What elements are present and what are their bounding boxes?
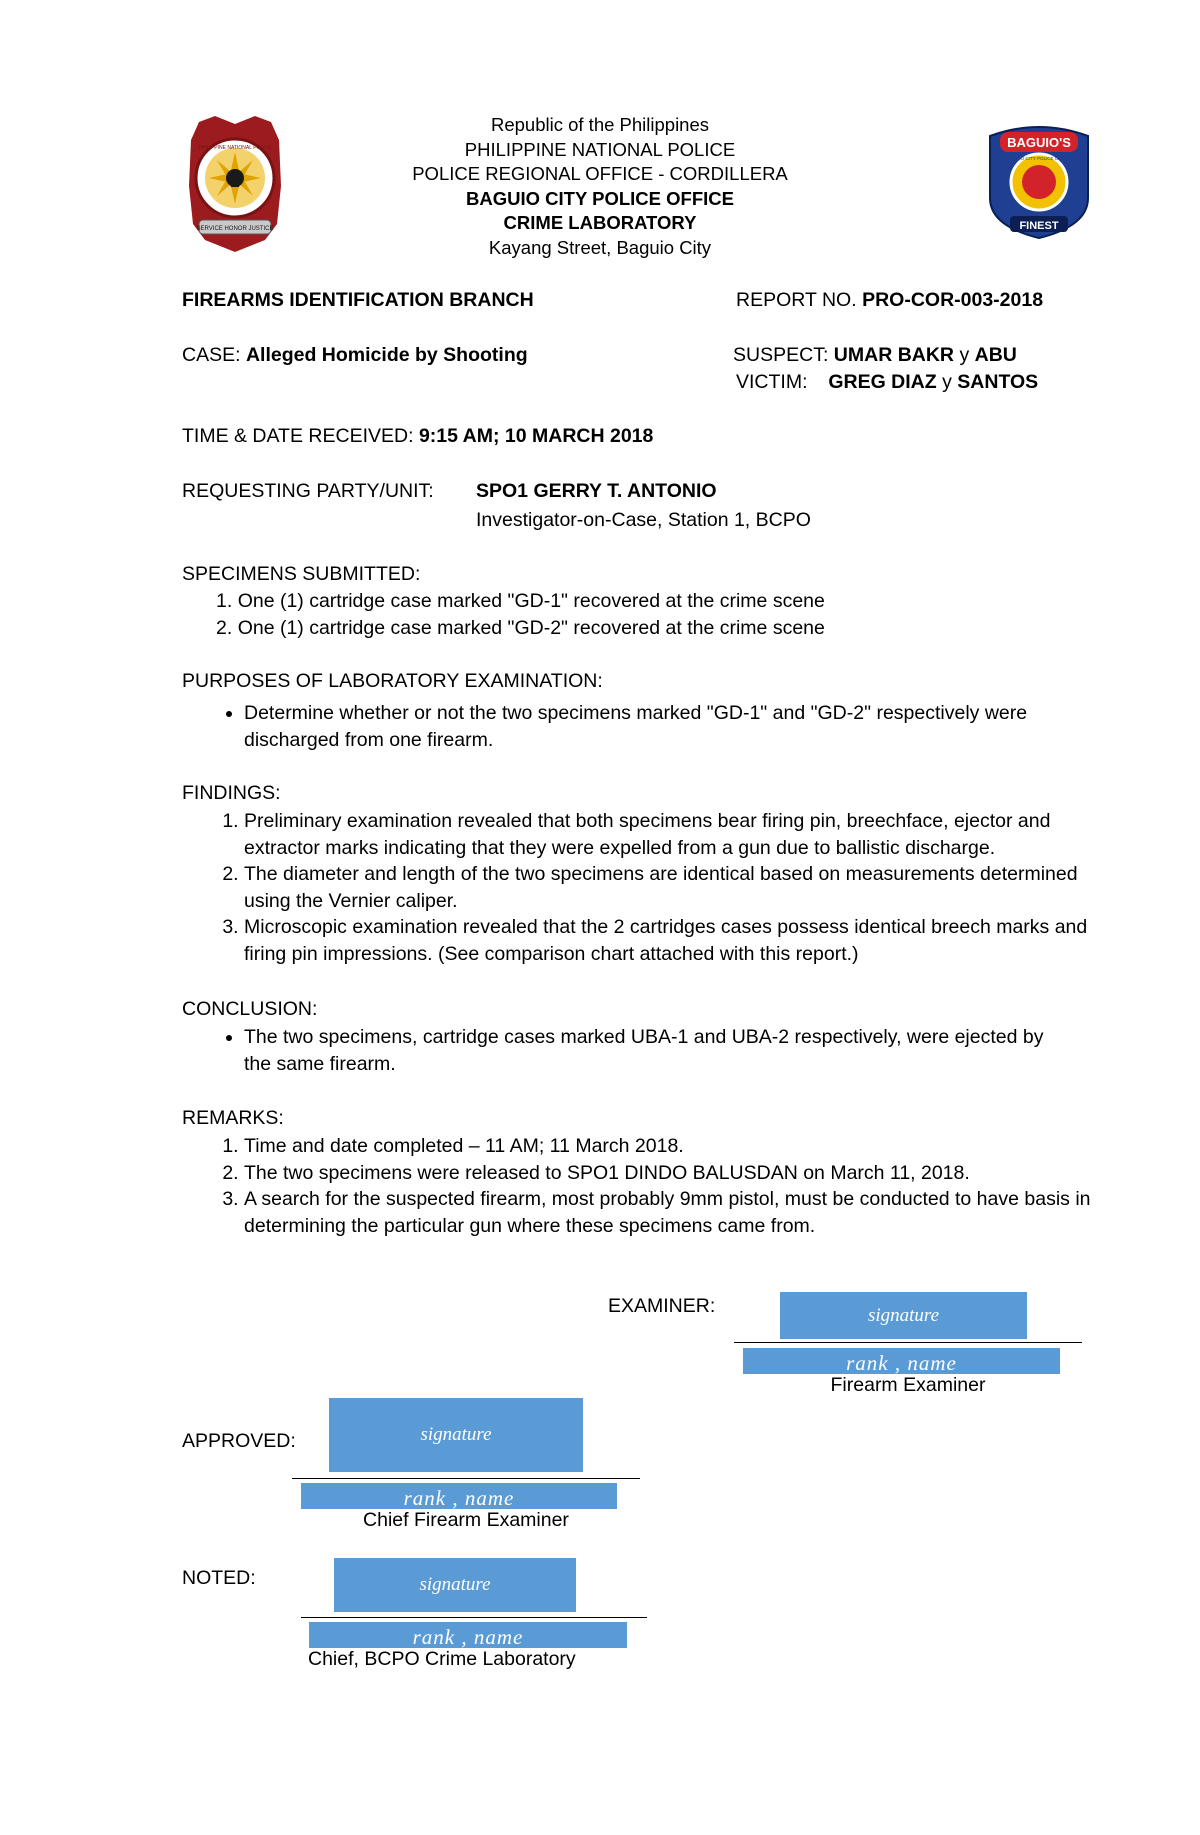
case-value: Alleged Homicide by Shooting (245, 344, 528, 366)
pnp-logo-banner-text: SERVICE HONOR JUSTICE (196, 226, 274, 232)
pnp-logo-ring-text: PHILIPPINE NATIONAL POLICE (198, 145, 272, 151)
noted-signature-placeholder: signature (334, 1558, 576, 1612)
list-item: 1. One (1) cartridge case marked "GD-1" recovered at the crime scene (216, 588, 1096, 615)
list-item: 1. Time and date completed – 11 AM; 11 March 2018. (244, 1133, 1124, 1160)
suspect-label: SUSPECT: (733, 344, 829, 366)
examiner-signature-placeholder: signature (780, 1292, 1027, 1339)
examiner-title: Firearm Examiner (830, 1374, 986, 1396)
purposes-heading: PURPOSES OF LABORATORY EXAMINATION: (182, 670, 603, 692)
victim-line (736, 371, 1038, 394)
suspect-surname: ABU (974, 344, 1017, 366)
list-item: • Determine whether or not the two specimens marked "GD-1" and "GD-2" respectively were discharged from one firearm. (244, 700, 1094, 754)
noted-rank-name-placeholder: rank , name (309, 1622, 627, 1648)
examiner-signature-line (734, 1342, 1082, 1343)
victim-name: GREG DIAZ (828, 371, 937, 393)
approved-signature-line (292, 1478, 640, 1479)
list-item: 1. Preliminary examination revealed that both specimens bear firing pin, breechface, ejector and extractor marks indicating that they were expelled from a gun due to ballistic discharge. (244, 808, 1124, 861)
approved-signature-placeholder: signature (329, 1398, 583, 1472)
header-line-crime-laboratory: CRIME LABORATORY (503, 212, 697, 233)
badge-bottom-text: FINEST (1019, 220, 1059, 232)
noted-title: Chief, BCPO Crime Laboratory (308, 1648, 576, 1670)
header-line-city-police-office: BAGUIO CITY POLICE OFFICE (466, 187, 734, 209)
letterhead (0, 113, 1200, 260)
approved-label: APPROVED: (182, 1430, 296, 1452)
conclusion-heading: CONCLUSION: (182, 998, 318, 1020)
examiner-rank-name-placeholder: rank , name (743, 1348, 1060, 1374)
header-line-pnp: PHILIPPINE NATIONAL POLICE (464, 138, 736, 160)
list-item: 3. Microscopic examination revealed that the 2 cartridges cases possess identical breech marks and firing pin impressions. (See comparison chart attached with this report.) (244, 914, 1124, 967)
header-line-republic: Republic of the Philippines (490, 114, 710, 135)
branch-title: FIREARMS IDENTIFICATION BRANCH (182, 289, 534, 311)
badge-top-text: BAGUIO'S (1007, 135, 1071, 150)
report-number-label: REPORT NO. (736, 289, 857, 311)
suspect-conjunction: y (959, 344, 970, 366)
list-item: 2. The diameter and length of the two specimens are identical based on measurements determined using the Vernier caliper. (244, 861, 1124, 914)
list-item: 2. One (1) cartridge case marked "GD-2" recovered at the crime scene (216, 615, 1096, 642)
remarks-heading: REMARKS: (182, 1107, 284, 1129)
suspect-line (733, 344, 1017, 367)
received-line (182, 425, 653, 448)
remarks-list (244, 1133, 1124, 1239)
requesting-name: SPO1 GERRY T. ANTONIO (476, 480, 717, 502)
victim-label: VICTIM: (736, 371, 808, 393)
findings-heading: FINDINGS: (182, 782, 281, 804)
specimens-heading: SPECIMENS SUBMITTED: (182, 563, 421, 585)
list-item: • The two specimens, cartridge cases marked UBA-1 and UBA-2 respectively, were ejected by the same firearm. (244, 1024, 1074, 1078)
specimens-list (216, 588, 1096, 641)
list-item: 2. The two specimens were released to SPO1 DINDO BALUSDAN on March 11, 2018. (244, 1160, 1124, 1187)
requesting-label: REQUESTING PARTY/UNIT: (182, 480, 434, 502)
examiner-label: EXAMINER: (608, 1295, 716, 1317)
victim-surname: SANTOS (957, 371, 1039, 393)
report-number-value: PRO-COR-003-2018 (862, 289, 1044, 311)
case-line (182, 344, 528, 367)
requesting-unit: Investigator-on-Case, Station 1, BCPO (476, 509, 811, 531)
suspect-name: UMAR BAKR (833, 344, 955, 366)
header-line-address: Kayang Street, Baguio City (488, 236, 712, 258)
victim-conjunction: y (942, 371, 952, 393)
findings-list (244, 808, 1124, 967)
approved-rank-name-placeholder: rank , name (301, 1483, 617, 1509)
header-line-regional-office: POLICE REGIONAL OFFICE - CORDILLERA (412, 163, 788, 184)
received-value: 9:15 AM; 10 MARCH 2018 (418, 425, 654, 447)
noted-signature-line (301, 1617, 647, 1618)
report-number (736, 289, 1043, 312)
badge-ring-text: BAGUIO CITY POLICE OFFICE (1006, 156, 1072, 161)
list-item: 3. A search for the suspected firearm, most probably 9mm pistol, must be conducted to have basis in determining the particular gun where these specimens came from. (244, 1186, 1124, 1239)
case-label: CASE: (182, 344, 241, 366)
received-label: TIME & DATE RECEIVED: (182, 425, 414, 447)
noted-label: NOTED: (182, 1567, 256, 1589)
purposes-list (244, 700, 1094, 754)
conclusion-list (244, 1024, 1074, 1078)
approved-title: Chief Firearm Examiner (363, 1509, 569, 1531)
